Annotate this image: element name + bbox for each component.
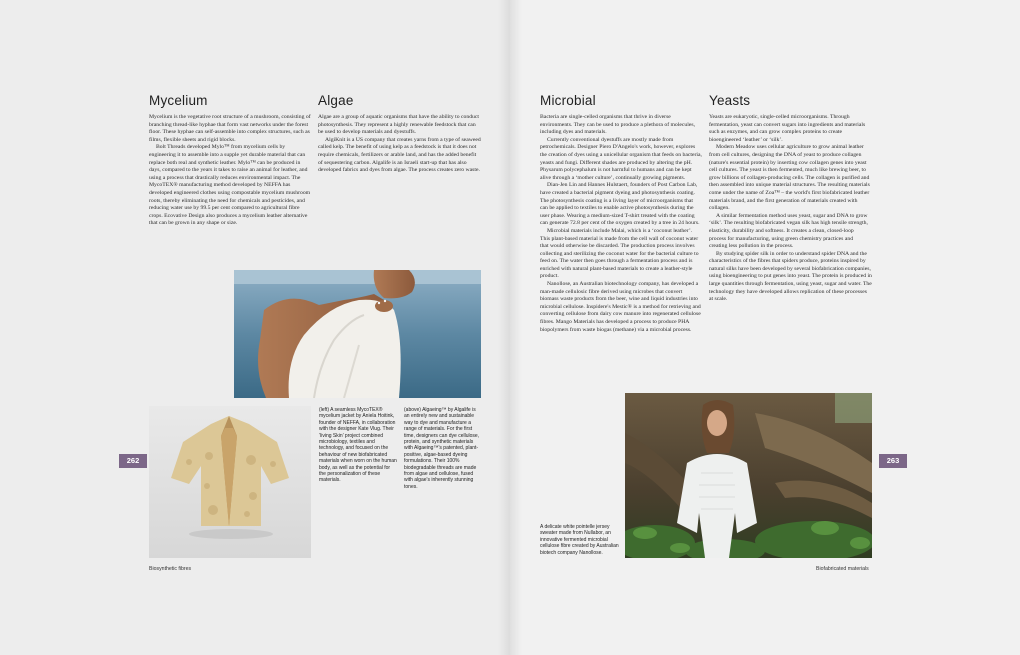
caption-sweater: A delicate white pointelle jersey sweater made from Nullabor, an innovative fermented microbial cellulose fibre created by Australian biotech company Nanollose.: [540, 524, 619, 556]
mycelium-section: [149, 93, 311, 228]
yeasts-paragraph: By studying spider silk in order to understand spider DNA and the characteristics of the fibres that spiders produce, proteins inspired by natural silks have been developed by several biofabrication companies, using bioengineering to put genes into yeast. The protein is produced in large quantities through fermentation, using yeast, sugar and water. The technology they have developed allows replication of these processes at scale.: [709, 250, 872, 303]
algae-section: [318, 93, 481, 175]
right-page: [510, 0, 1020, 655]
caption-mycelium-jacket: (left) A seamless MycoTEX® mycelium jacket by Aniela Hoitink, founder of NEFFA, in collaboration with the designer Kate Vlug. Their ‘living Skin’ project combined microbiology, textiles and technology, and focused on the behaviour of new biofabricated materials when worn on the human body, as well as the potential for the personalization of these materials.: [319, 407, 397, 484]
microbial-section: [540, 93, 702, 334]
page-number-right: 263: [879, 454, 907, 468]
yeasts-paragraph: Modern Meadow uses cellular agriculture to grow animal leather from cell cultures, designing the DNA of yeast to produce collagen (nature's essential protein) by inserting cow collagen genes into yeast cell cultures. The yeast is then fermented, much like brewing beer, to grow billions of collagen-producing cells. The collagen is purified and then assembled into unique material structures. The resulting materials come under the name of Zoa™ – the world's first biofabricated leather materials brand, and the first generation of materials created with collagen.: [709, 144, 870, 212]
algae-heading: Algae: [318, 93, 354, 108]
microbial-heading: Microbial: [540, 93, 596, 108]
yeasts-section: [709, 93, 872, 304]
footer-right: Biofabricated materials: [816, 566, 869, 572]
microbial-paragraph: Bacteria are single-celled organisms that thrive in diverse environments. They can be used to produce a plethora of molecules, including dyes and materials.: [540, 114, 695, 136]
yeasts-paragraph: A similar fermentation method uses yeast, sugar and DNA to grow ‘silk’. The resulting biofabricated vegan silk has high tensile strength, elasticity, durability and softness. It creates a clean, closed-loop process for manufacturing, using green chemistry practices and creating less pollution in the process.: [709, 212, 868, 250]
yeasts-heading: Yeasts: [709, 93, 751, 108]
mycelium-jacket-photo: [149, 406, 311, 558]
page-number-left: 262: [119, 454, 147, 468]
book-gutter: [498, 0, 522, 655]
footer-left: Biosynthetic fibres: [149, 566, 192, 572]
caption-algaeing: (above) Algaeing™ by Algalife is an entirely new and sustainable way to dye and manufacture a range of materials. For the first time, designers can dye cellulose, protein, and synthetic materials with Algaeing™'s patented, plant-positive, algae-based dyeing formulations. Their 100% biodegradable threads are made from algae and cellulose, fused with algae's inherently stunning tones.: [404, 407, 480, 490]
sweater-forest-image: [625, 393, 872, 558]
microbial-paragraph: Dian-Jen Lin and Hannes Hulstaert, founders of Post Carbon Lab, have created a bacterial pigment dyeing and photosynthesis coating. The photosynthesis coating is a living layer of microorganisms that can be applied to textiles to enable active photosynthesis during the user phase. Wearing a medium-sized T-shirt treated with the coating can generate 72.8 per cent of the oxygen created by a tree in 24 hours.: [540, 182, 700, 227]
mycelium-heading: Mycelium: [149, 93, 208, 108]
mycelium-paragraph: Mycelium is the vegetative root structure of a mushroom, consisting of branching thread-like hyphae that form vast networks under the forest floor. These hyphae can self-assemble into complex structures, such as films, flexible sheets and rigid blocks.: [149, 114, 311, 143]
microbial-paragraph: Microbial materials include Malai, which is a ‘coconut leather’. This plant-based material is made from the cell wall of coconut water that would otherwise be discarded. The production process involves collecting and sterilizing the coconut water for the bacterial culture to feed on. The water then goes through a fermentation process and is enriched with natural plant-based materials to create a leather-style product.: [540, 227, 699, 280]
algae-fabric-image: [234, 270, 481, 398]
microbial-paragraph: Currently conventional dyestuffs are mostly made from petrochemicals. Designer Piero D'Angelo's work, however, explores the creation of dyes using a unicellular organism that feeds on bacteria, yeasts and fungi. Different shades are produced by altering the pH. Physarum polycephalum is not harmful to humans and can be kept alive through a ‘mother culture’, continually growing pigments.: [540, 136, 702, 181]
algae-fabric-photo: [234, 270, 481, 398]
mycelium-paragraph: Bolt Threads developed Mylo™ from mycelium cells by engineering it to assemble into a supple yet durable material that can replace both real and synthetic leather. Mylo™ can be produced in days, compared to the years it takes to raise an animal for leather, and using a process that drastically reduces environmental impact. The MycoTEX® manufacturing method developed by NEFFA has developed engineered clothes using compostable mycelium mushroom roots, thereby eliminating the need for chemicals and pesticides, and reducing water use by 99.5 per cent compared to agricultural fibre crops. Ecovative Design also produces a mycelium leather alternative that can be grown in any shape or size.: [149, 144, 311, 227]
yeasts-paragraph: Yeasts are eukaryotic, single-celled microorganisms. Through fermentation, yeast can convert sugars into ingredients and materials such as enzymes, and can grow complex proteins to create bioengineered ‘leather’ or ‘silk’.: [709, 114, 866, 143]
algae-paragraph: AlgiKnit is a US company that creates yarns from a type of seaweed called kelp. The benefit of using kelp as a feedstock is that it does not require chemicals, fertilizers or arable land, and has the added benefit of sequestering carbon. Algalife is an Israeli start-up that has also developed fabrics and dyes from algae. The process creates zero waste.: [318, 136, 481, 174]
sweater-forest-photo: [625, 393, 872, 558]
mycelium-jacket-image: [149, 406, 311, 558]
microbial-paragraph: Nanollose, an Australian biotechnology company, has developed a man-made cellulosic fibre derived using microbes that convert biomass waste products from the beer, wine and liquid industries into microbial cellulose. Inspidere's Mestic® is a method for retrieving and converting cellulose from dairy cow manure into regenerated cellulose fibres. Mango Materials has developed a process to produce PHA biopolymers from waste biogas (methane) via a microbial process.: [540, 281, 701, 333]
algae-paragraph: Algae are a group of aquatic organisms that have the ability to conduct photosynthesis. They represent a highly renewable feedstock that can be used to develop materials and dyestuffs.: [318, 114, 479, 136]
